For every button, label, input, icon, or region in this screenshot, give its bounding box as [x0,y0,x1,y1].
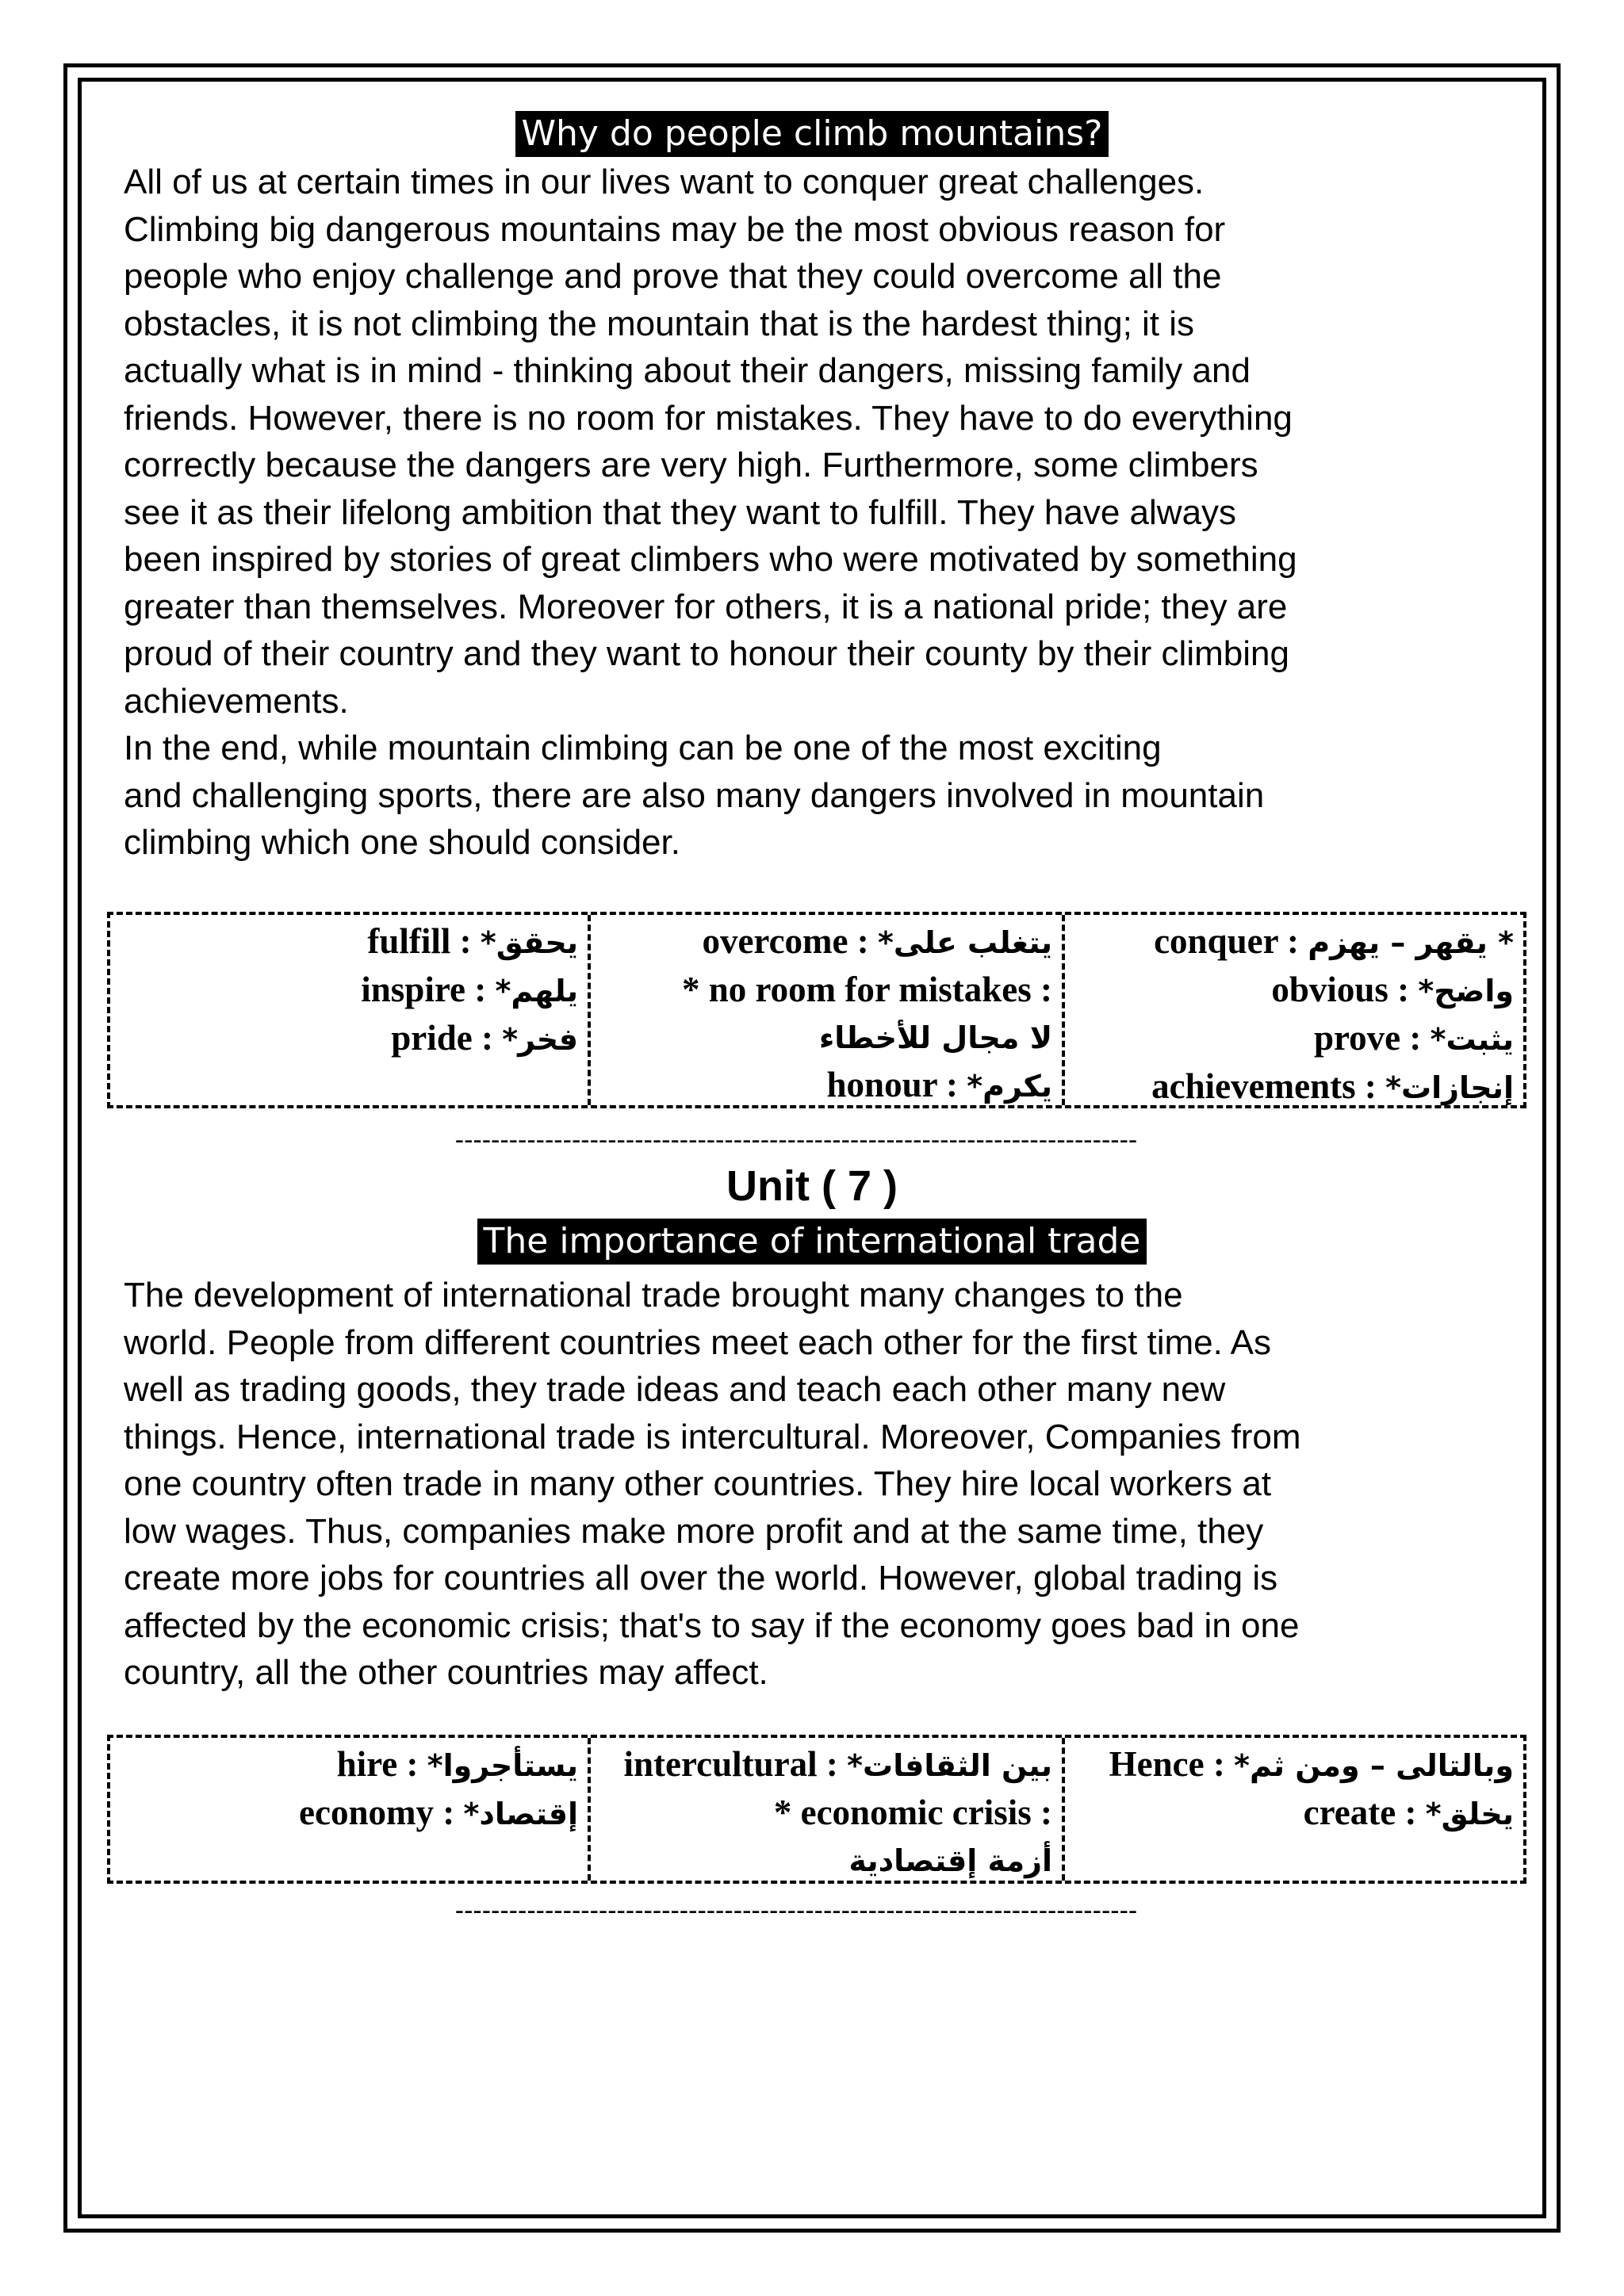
vocab-column [110,915,588,1105]
vocab-word: * economic crisis : [773,1793,1052,1832]
vocab-word: conquer : [1154,921,1299,961]
vocab-meaning: إنجازات* [1385,1070,1514,1105]
vocab-entry [600,1062,1052,1110]
passage-line: climbing which one should consider. [124,823,680,862]
vocab-word: inspire : [361,970,487,1009]
passage-line: correctly because the dangers are very high. Furthermore, some climbers [124,446,1258,484]
vocab-meaning: يحقق* [480,925,578,960]
passage-line: well as trading goods, they trade ideas and teach each other many new [124,1370,1226,1409]
passage-line: proud of their country and they want to honour their county by their climbing [124,634,1289,673]
vocab-word: create : [1303,1793,1417,1832]
vocab-entry [120,918,578,966]
vocab-entry [120,1741,578,1789]
vocab-entry [600,1836,1052,1885]
section-title-text: The importance of international trade [477,1219,1147,1265]
passage-line: see it as their lifelong ambition that they want to fulfill. They have always [124,492,1237,532]
passage-line: actually what is in mind - thinking about their dangers, missing family and [124,351,1251,390]
section-title [0,111,1624,157]
vocab-word: honour : [826,1065,959,1104]
vocab-word: fulfill : [367,921,472,961]
vocab-column [588,915,1062,1105]
vocab-meaning: يتغلب على* [878,925,1052,960]
vocab-column [1062,915,1523,1105]
vocab-word: economy : [299,1793,455,1832]
vocab-meaning: يستأجروا* [427,1748,578,1783]
vocab-word: pride : [391,1018,493,1058]
passage-line: things. Hence, international trade is intercultural. Moreover, Companies from [124,1417,1301,1456]
passage-line: world. People from different countries meet each other for the first time. As [124,1322,1271,1362]
vocab-word: prove : [1313,1018,1422,1058]
vocab-entry [1074,1015,1514,1063]
vocab-meaning: يخلق* [1425,1797,1514,1831]
vocab-meaning: لا مجال للأخطاء [818,1020,1052,1055]
vocab-meaning: أزمة إقتصادية [848,1843,1052,1878]
vocab-word: hire : [336,1744,419,1784]
vocab-entry [600,918,1052,966]
passage-line: been inspired by stories of great climbers who were motivated by something [124,540,1297,579]
separator-line: ---------------------------------------------------------------------------- [454,1896,1138,1926]
vocab-column [1062,1738,1523,1881]
vocab-entry [120,1789,578,1838]
vocab-entry [1074,1741,1514,1789]
passage-line: and challenging sports, there are also many dangers involved in mountain [124,775,1265,815]
vocab-meaning: بين الثقافات* [847,1748,1052,1783]
vocab-entry [1074,918,1514,966]
vocab-word: achievements : [1151,1066,1377,1106]
vocab-word: obvious : [1271,970,1410,1009]
vocab-entry [120,1015,578,1063]
vocab-entry [1074,1063,1514,1112]
vocab-word: intercultural : [623,1744,838,1784]
reading-passage [124,1272,1535,1697]
passage-line: All of us at certain times in our lives want to conquer great challenges. [124,163,1205,201]
vocab-entry [600,1741,1052,1789]
passage-line: country, all the other countries may affect. [124,1653,768,1692]
passage-line: In the end, while mountain climbing can be one of the most exciting [124,729,1162,767]
vocab-meaning: يلهم* [495,974,578,1008]
vocab-word: Hence : [1109,1744,1225,1784]
vocab-entry [600,1013,1052,1062]
passage-line: affected by the economic crisis; that's to say if the economy goes bad in one [124,1605,1300,1645]
vocab-entry [600,1789,1052,1836]
vocab-entry [1074,1789,1514,1838]
vocab-word: * no room for mistakes : [681,970,1052,1009]
section-title-text: Why do people climb mountains? [515,111,1109,157]
vocab-meaning: يثبت* [1430,1022,1514,1057]
vocab-meaning: فخر* [502,1022,578,1057]
passage-line: friends. However, there is no room for mistakes. They have to do everything [124,398,1293,438]
passage-line: The development of international trade brought many changes to the [124,1276,1183,1314]
vocab-meaning: يكرم* [967,1069,1052,1104]
vocab-meaning: واضح* [1418,974,1514,1008]
vocab-meaning: * يقهر – يهزم [1308,925,1514,960]
vocab-meaning: وبالتالى – ومن ثم* [1234,1748,1514,1783]
section-title [0,1219,1624,1265]
vocab-column [588,1738,1062,1881]
passage-line: low wages. Thus, companies make more profit and at the same time, they [124,1511,1264,1551]
vocab-word: overcome : [702,921,869,961]
unit-heading: Unit ( 7 ) [726,1162,898,1210]
vocabulary-box [107,1735,1526,1884]
passage-line: achievements. [124,681,349,721]
vocab-entry [120,966,578,1015]
vocab-entry [600,966,1052,1013]
passage-line: Climbing big dangerous mountains may be the most obvious reason for [124,209,1226,249]
reading-passage [124,159,1535,867]
vocabulary-box [107,912,1526,1108]
passage-line: one country often trade in many other countries. They hire local workers at [124,1464,1272,1503]
passage-line: people who enjoy challenge and prove that they could overcome all the [124,257,1222,296]
passage-line: greater than themselves. Moreover for others, it is a national pride; they are [124,587,1288,626]
passage-line: obstacles, it is not climbing the mountain that is the hardest thing; it is [124,304,1195,343]
separator-line: ---------------------------------------------------------------------------- [454,1125,1138,1155]
vocab-meaning: إقتصاد* [463,1797,578,1831]
vocab-column [110,1738,588,1881]
vocab-entry [1074,966,1514,1015]
passage-line: create more jobs for countries all over the world. However, global trading is [124,1559,1278,1598]
